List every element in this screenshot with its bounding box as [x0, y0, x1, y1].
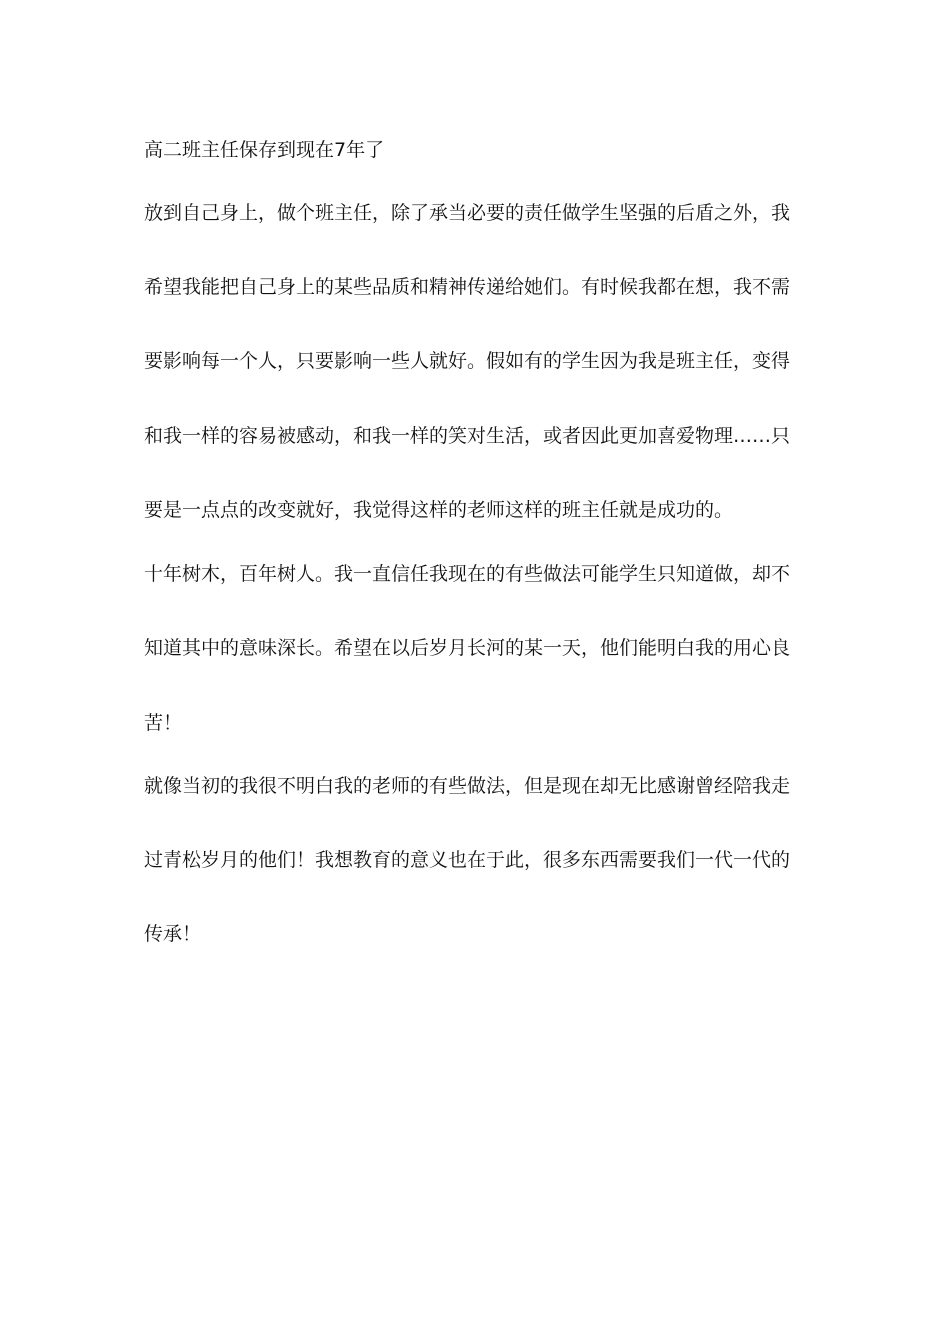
- paragraph-line: 要影响每一个人，只要影响一些人就好。假如有的学生因为我是班主任，变得: [144, 350, 791, 372]
- paragraph-line: 十年树木，百年树人。我一直信任我现在的有些做法可能学生只知道做，却不: [144, 563, 791, 585]
- paragraph-line: 过青松岁月的他们！我想教育的意义也在于此，很多东西需要我们一代一代的: [144, 849, 791, 871]
- paragraph-line: 知道其中的意味深长。希望在以后岁月长河的某一天，他们能明白我的用心良: [144, 637, 791, 659]
- paragraph-line: 和我一样的容易被感动，和我一样的笑对生活，或者因此更加喜爱物理……只: [144, 425, 791, 447]
- document-title: 高二班主任保存到现在7年了: [144, 139, 385, 161]
- paragraph-line: 希望我能把自己身上的某些品质和精神传递给她们。有时候我都在想，我不需: [144, 276, 791, 298]
- paragraph-line: 就像当初的我很不明白我的老师的有些做法，但是现在却无比感谢曾经陪我走: [144, 775, 791, 797]
- paragraph-line: 传承！: [144, 923, 202, 945]
- paragraph-line: 苦！: [144, 712, 183, 734]
- paragraph-line: 要是一点点的改变就好，我觉得这样的老师这样的班主任就是成功的。: [144, 499, 734, 521]
- paragraph-line: 放到自己身上，做个班主任，除了承当必要的责任做学生坚强的后盾之外，我: [144, 202, 791, 224]
